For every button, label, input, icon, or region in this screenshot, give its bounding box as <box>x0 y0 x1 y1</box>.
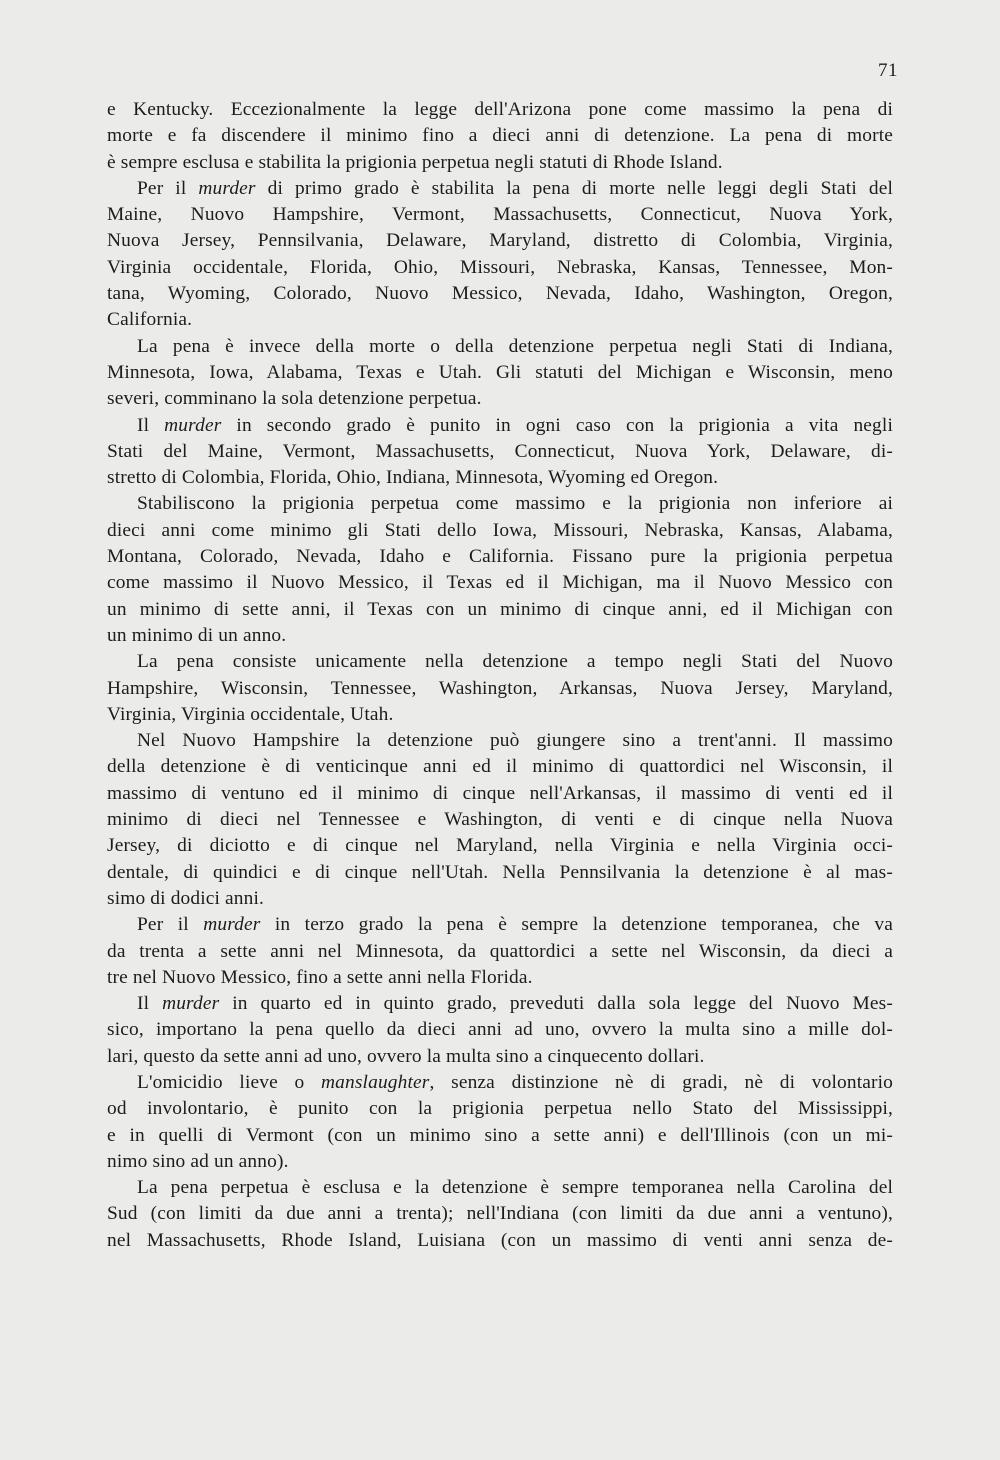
text-line: La pena consiste unicamente nella detenzione a tempo negli Stati del Nuovo <box>137 651 893 673</box>
italic-term: murder <box>164 414 222 436</box>
text-line: nel Massachusetts, Rhode Island, Luisiana (con un massimo di venti anni senza de- <box>107 1229 893 1251</box>
text-line: un minimo di sette anni, il Texas con un minimo di cinque anni, ed il Michigan con <box>107 598 893 620</box>
text-line: Per il murder di primo grado è stabilita la pena di morte nelle leggi degli Stati del <box>137 177 893 199</box>
text-line: stretto di Colombia, Florida, Ohio, Indiana, Minnesota, Wyoming ed Oregon. <box>107 467 719 489</box>
text-line: simo di dodici anni. <box>107 887 265 909</box>
text-line: è sempre esclusa e stabilita la prigionia perpetua negli statuti di Rhode Island. <box>107 151 723 173</box>
text-body <box>107 97 893 1254</box>
text-line: Per il murder in terzo grado la pena è sempre la detenzione temporanea, che va <box>137 914 894 936</box>
text-line: Stati del Maine, Vermont, Massachusetts, Connecticut, Nuova York, Delaware, di- <box>107 440 893 462</box>
text-line: California. <box>107 309 193 331</box>
text-line: massimo di ventuno ed il minimo di cinque nell'Arkansas, il massimo di venti ed il <box>107 782 893 804</box>
text-line: da trenta a sette anni nel Minnesota, da quattordici a sette nel Wisconsin, da dieci a <box>107 940 893 962</box>
text-line: Sud (con limiti da due anni a trenta); nell'Indiana (con limiti da due anni a ventuno), <box>107 1203 893 1225</box>
text-line: Virginia occidentale, Florida, Ohio, Missouri, Nebraska, Kansas, Tennessee, Mon- <box>107 256 893 278</box>
text-line: minimo di dieci nel Tennessee e Washington, di venti e di cinque nella Nuova <box>107 809 893 831</box>
text-line: od involontario, è punito con la prigionia perpetua nello Stato del Mississippi, <box>107 1098 893 1120</box>
text-line: come massimo il Nuovo Messico, il Texas ed il Michigan, ma il Nuovo Messico con <box>107 572 893 594</box>
text-line: Montana, Colorado, Nevada, Idaho e California. Fissano pure la prigionia perpetua <box>107 546 893 568</box>
text-line: Nuova Jersey, Pennsilvania, Delaware, Maryland, distretto di Colombia, Virginia, <box>107 230 893 252</box>
text-line: e Kentucky. Eccezionalmente la legge dell'Arizona pone come massimo la pena di <box>107 99 893 120</box>
text-line: Hampshire, Wisconsin, Tennessee, Washington, Arkansas, Nuova Jersey, Maryland, <box>107 677 893 699</box>
text-line: Il murder in quarto ed in quinto grado, preveduti dalla sola legge del Nuovo Mes- <box>137 993 893 1015</box>
italic-term: murder <box>198 177 256 199</box>
text-line: Il murder in secondo grado è punito in ogni caso con la prigionia a vita negli <box>137 414 893 436</box>
text-line: morte e fa discendere il minimo fino a dieci anni di detenzione. La pena di morte <box>107 125 893 147</box>
text-line: Virginia, Virginia occidentale, Utah. <box>107 703 394 725</box>
text-line: Stabiliscono la prigionia perpetua come massimo e la prigionia non inferiore ai <box>137 493 893 515</box>
text-line: Nel Nuovo Hampshire la detenzione può giungere sino a trent'anni. Il massimo <box>137 730 893 752</box>
text-line: La pena perpetua è esclusa e la detenzione è sempre temporanea nella Carolina del <box>137 1177 893 1199</box>
text-line: un minimo di un anno. <box>107 624 287 646</box>
italic-term: murder <box>162 993 220 1015</box>
text-line: Jersey, di diciotto e di cinque nel Maryland, nella Virginia e nella Virginia occi- <box>107 835 893 857</box>
text-line: e in quelli di Vermont (con un minimo sino a sette anni) e dell'Illinois (con un mi- <box>107 1124 893 1146</box>
text-line: della detenzione è di venticinque anni ed il minimo di quattordici nel Wisconsin, il <box>107 756 893 778</box>
italic-term: manslaughter <box>321 1071 430 1093</box>
text-line: La pena è invece della morte o della detenzione perpetua negli Stati di Indiana, <box>137 335 893 357</box>
text-line: tana, Wyoming, Colorado, Nuovo Messico, Nevada, Idaho, Washington, Oregon, <box>107 283 893 305</box>
page-number: 71 <box>878 60 898 81</box>
text-line: tre nel Nuovo Messico, fino a sette anni nella Florida. <box>107 966 533 988</box>
text-line: Minnesota, Iowa, Alabama, Texas e Utah. Gli statuti del Michigan e Wisconsin, meno <box>107 361 893 383</box>
text-line: nimo sino ad un anno). <box>107 1150 289 1172</box>
text-line: severi, comminano la sola detenzione perpetua. <box>107 388 482 410</box>
text-line: dieci anni come minimo gli Stati dello Iowa, Missouri, Nebraska, Kansas, Alabama, <box>107 519 893 541</box>
text-line: lari, questo da sette anni ad uno, ovvero la multa sino a cinquecento dollari. <box>107 1045 705 1067</box>
text-line: sico, importano la pena quello da dieci anni ad uno, ovvero la multa sino a mille dol- <box>107 1019 893 1041</box>
text-line: Maine, Nuovo Hampshire, Vermont, Massachusetts, Connecticut, Nuova York, <box>107 204 893 226</box>
text-line: dentale, di quindici e di cinque nell'Utah. Nella Pennsilvania la detenzione è al mas- <box>107 861 893 883</box>
italic-term: murder <box>203 914 261 936</box>
text-line: L'omicidio lieve o manslaughter, senza distinzione nè di gradi, nè di volontario <box>137 1071 893 1093</box>
